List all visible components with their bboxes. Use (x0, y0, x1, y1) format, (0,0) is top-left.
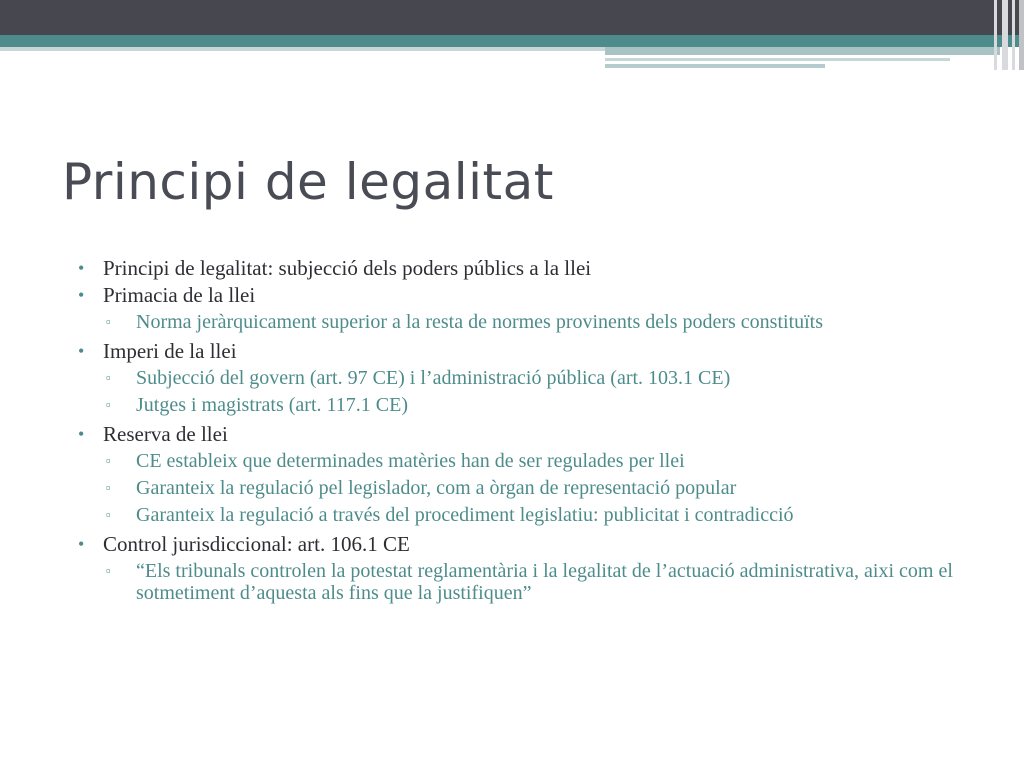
bullet-dot-icon: • (78, 285, 85, 305)
bullet-text: Primacia de la llei (103, 283, 256, 307)
sub-bullet-item (78, 394, 978, 416)
bullet-item (78, 531, 978, 558)
header-stripe (605, 47, 1000, 55)
bullet-dot-icon: • (78, 534, 85, 554)
sub-bullet-text: Norma jeràrquicament superior a la resta de normes provinents dels poders constituïts (136, 311, 824, 333)
square-bullet-icon: ▫ (106, 397, 111, 412)
sub-bullet-item (78, 504, 978, 526)
sub-bullet-item (78, 311, 978, 333)
bullet-text: Principi de legalitat: subjecció dels poders públics a la llei (103, 256, 592, 280)
slide-title: Principi de legalitat (62, 153, 554, 211)
bullet-dot-icon: • (78, 258, 85, 278)
square-bullet-icon: ▫ (106, 314, 111, 329)
corner-stripe (1012, 0, 1015, 70)
bullet-item (78, 255, 978, 282)
square-bullet-icon: ▫ (106, 370, 111, 385)
bullet-item (78, 421, 978, 448)
sub-bullet-list (78, 311, 978, 333)
sub-bullet-text: “Els tribunals controlen la potestat reglamentària i la legalitat de l’actuació administrativa, aixi com el sotmetiment d’aquesta als fins que la justifiquen” (136, 560, 953, 604)
sub-bullet-text: Subjecció del govern (art. 97 CE) i l’administració pública (art. 103.1 CE) (136, 367, 731, 389)
square-bullet-icon: ▫ (106, 563, 111, 578)
bullet-dot-icon: • (78, 341, 85, 361)
sub-bullet-text: Garanteix la regulació a través del procediment legislatiu: publicitat i contradicció (136, 504, 794, 526)
bullet-list (78, 255, 978, 604)
bullet-item (78, 282, 978, 309)
header-band-light (0, 47, 605, 51)
corner-stripe (1002, 0, 1008, 70)
slide-body (78, 255, 978, 609)
bullet-text: Reserva de llei (103, 422, 228, 446)
square-bullet-icon: ▫ (106, 507, 111, 522)
header-band-dark (0, 0, 1024, 35)
bullet-dot-icon: • (78, 424, 85, 444)
corner-stripe (994, 0, 997, 70)
sub-bullet-text: Jutges i magistrats (art. 117.1 CE) (136, 394, 408, 416)
sub-bullet-item (78, 477, 978, 499)
sub-bullet-item (78, 450, 978, 472)
bullet-text: Control jurisdiccional: art. 106.1 CE (103, 532, 410, 556)
header-stripe (605, 58, 950, 61)
square-bullet-icon: ▫ (106, 453, 111, 468)
sub-bullet-list (78, 367, 978, 416)
header-band-teal (0, 35, 1024, 47)
sub-bullet-text: CE estableix que determinades matèries han de ser regulades per llei (136, 450, 685, 472)
sub-bullet-list (78, 560, 978, 604)
square-bullet-icon: ▫ (106, 480, 111, 495)
bullet-text: Imperi de la llei (103, 339, 237, 363)
sub-bullet-item (78, 560, 978, 604)
corner-stripe (1019, 0, 1024, 70)
sub-bullet-text: Garanteix la regulació pel legislador, com a òrgan de representació popular (136, 477, 737, 499)
header-stripe (605, 64, 825, 68)
bullet-item (78, 338, 978, 365)
sub-bullet-list (78, 450, 978, 526)
sub-bullet-item (78, 367, 978, 389)
